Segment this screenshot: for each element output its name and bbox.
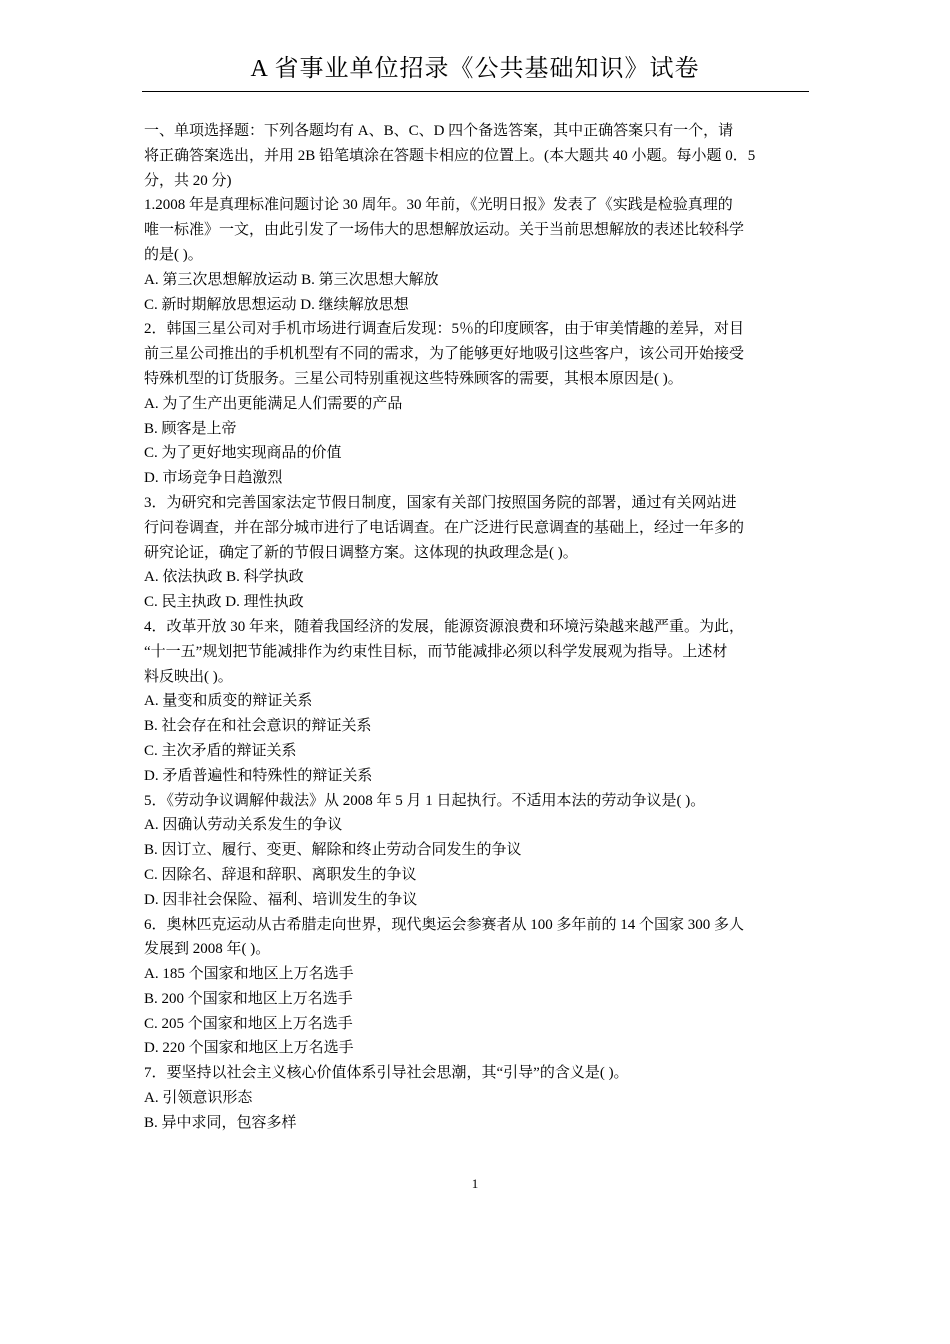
- text-line: 6．奥林匹克运动从古希腊走向世界，现代奥运会参赛者从 100 多年前的 14 个国家 300 多人: [144, 916, 745, 933]
- text-line: C. 主次矛盾的辩证关系: [144, 742, 297, 759]
- text-line: 1.2008 年是真理标准问题讨论 30 周年。30 年前，《光明日报》发表了《实践是检验真理的: [144, 197, 733, 214]
- text-line: 4．改革开放 30 年来，随着我国经济的发展，能源资源浪费和环境污染越来越严重。为此，: [144, 618, 745, 635]
- text-line: D. 矛盾普遍性和特殊性的辩证关系: [144, 767, 373, 784]
- text-line: C. 民主执政 D. 理性执政: [144, 594, 304, 611]
- text-line: 唯一标准》一文，由此引发了一场伟大的思想解放运动。关于当前思想解放的表述比较科学: [144, 222, 745, 239]
- text-line: A. 依法执政 B. 科学执政: [144, 569, 304, 586]
- text-line: C. 新时期解放思想运动 D. 继续解放思想: [144, 296, 409, 313]
- document-body: [144, 119, 806, 1136]
- text-line: A. 量变和质变的辩证关系: [144, 693, 313, 710]
- text-line: 5．《劳动争议调解仲裁法》从 2008 年 5 月 1 日起执行。不适用本法的劳动争议是( )。: [144, 792, 706, 809]
- text-line: 发展到 2008 年( )。: [144, 941, 271, 958]
- text-line: 前三星公司推出的手机机型有不同的需求，为了能够更好地吸引这些客户，该公司开始接受: [144, 346, 745, 363]
- text-line: D. 220 个国家和地区上万名选手: [144, 1040, 354, 1057]
- text-line: “十一五”规划把节能减排作为约束性目标，而节能减排必须以科学发展观为指导。上述材: [144, 643, 728, 660]
- text-line: B. 200 个国家和地区上万名选手: [144, 990, 353, 1007]
- text-line: B. 因订立、履行、变更、解除和终止劳动合同发生的争议: [144, 842, 522, 859]
- text-line: C. 205 个国家和地区上万名选手: [144, 1015, 353, 1032]
- page-title: A 省事业单位招录《公共基础知识》试卷: [250, 56, 700, 82]
- text-line: D. 因非社会保险、福利、培训发生的争议: [144, 891, 418, 908]
- text-line: C. 为了更好地实现商品的价值: [144, 445, 342, 462]
- text-line: A. 引领意识形态: [144, 1090, 253, 1107]
- page-number: 1: [471, 1176, 479, 1191]
- text-line: 研究论证，确定了新的节假日调整方案。这体现的执政理念是( )。: [144, 544, 578, 561]
- text-line: 特殊机型的订货服务。三星公司特别重视这些特殊顾客的需要，其根本原因是( )。: [144, 370, 683, 387]
- text-line: 一、单项选择题：下列各题均有 A、B、C、D 四个备选答案，其中正确答案只有一个，请: [144, 123, 734, 139]
- text-line: B. 异中求同，包容多样: [144, 1114, 297, 1131]
- text-line: A. 185 个国家和地区上万名选手: [144, 966, 354, 983]
- text-line: A. 因确认劳动关系发生的争议: [144, 817, 343, 834]
- text-line: D. 市场竞争日趋激烈: [144, 470, 283, 487]
- text-line: C. 因除名、辞退和辞职、离职发生的争议: [144, 866, 417, 883]
- text-line: A. 第三次思想解放运动 B. 第三次思想大解放: [144, 271, 439, 288]
- text-line: 将正确答案选出，并用 2B 铅笔填涂在答题卡相应的位置上。(本大题共 40 小题。每小题 0．5: [144, 147, 756, 164]
- text-line: 2．韩国三星公司对手机市场进行调查后发现：5％的印度顾客，由于审美情趣的差异，对目: [144, 321, 745, 338]
- text-line: A. 为了生产出更能满足人们需要的产品: [144, 395, 403, 412]
- text-line: B. 社会存在和社会意识的辩证关系: [144, 718, 372, 735]
- text-line: 料反映出( )。: [144, 668, 233, 685]
- text-line: 的是( )。: [144, 246, 203, 263]
- text-line: B. 顾客是上帝: [144, 420, 237, 437]
- text-line: 行问卷调查，并在部分城市进行了电话调查。在广泛进行民意调查的基础上，经过一年多的: [144, 519, 745, 536]
- title-divider: [142, 91, 809, 92]
- text-line: 分，共 20 分): [144, 172, 232, 189]
- text-line: 3．为研究和完善国家法定节假日制度，国家有关部门按照国务院的部署，通过有关网站进: [144, 494, 737, 511]
- text-line: 7．要坚持以社会主义核心价值体系引导社会思潮，其“引导”的含义是( )。: [144, 1065, 629, 1082]
